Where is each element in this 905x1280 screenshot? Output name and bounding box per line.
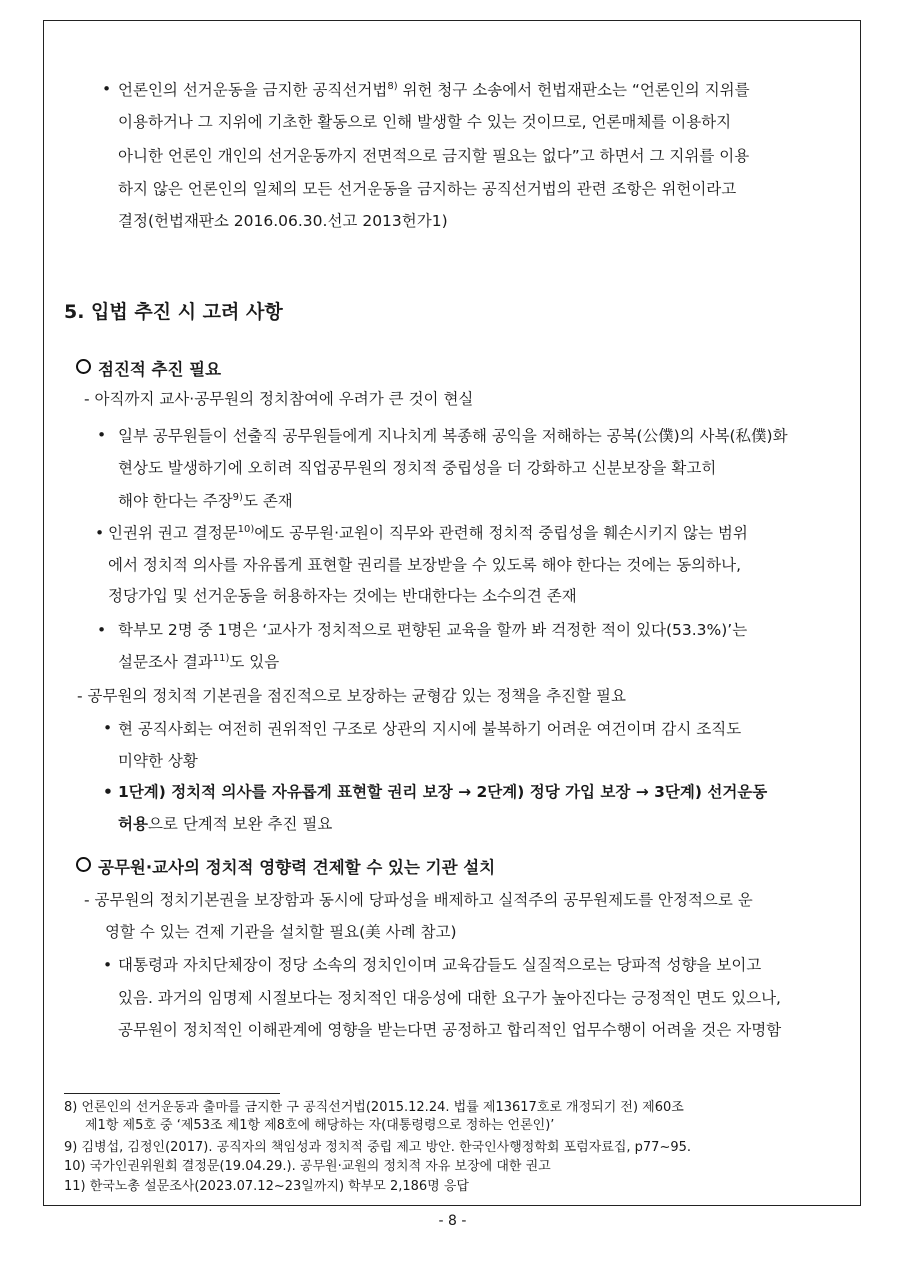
footnote-ref-9[interactable]: 9) — [232, 492, 243, 503]
bullet-2-line-1: 인권위 권고 결정문$^{10)}$에도 공무원·교원이 직무와 관련해 정치적 중립성을 훼손시키지 않는 범위 — [108, 524, 748, 542]
bullet-3-line-2: 설문조사 결과$^{11)}$도 있음 — [118, 653, 280, 671]
bullet-1-line-2: 현상도 발생하기에 오히려 직업공무원의 정치적 중립성을 더 강화하고 신분보장을 확고히 — [118, 459, 717, 477]
top-bullet-line-3: 아니한 언론인 개인의 선거운동까지 전면적으로 금지할 필요는 없다”고 하면서 그 지위를 이용 — [118, 147, 750, 165]
bullet-2-line-2: 에서 정치적 의사를 자유롭게 표현할 권리를 보장받을 수 있도록 해야 한다는 것에는 동의하나, — [108, 556, 742, 574]
bullet-1-line-1: 일부 공무원들이 선출직 공무원들에게 지나치게 복종해 공익을 저해하는 공복(公僕)의 사복(私僕)화 — [118, 427, 788, 445]
dash-item-3-line-1: - 공무원의 정치기본권을 보장함과 동시에 당파성을 배제하고 실적주의 공무원제도를 안정적으로 운 — [84, 891, 753, 909]
top-bullet-line-4: 하지 않은 언론인의 일체의 모든 선거운동을 금지하는 공직선거법의 관련 조항은 위헌이라고 — [118, 180, 737, 198]
dash-item-1: - 아직까지 교사·공무원의 정치참여에 우려가 큰 것이 현실 — [84, 390, 474, 408]
bullet-1-line-3: 해야 한다는 주장$^{9)}$도 존재 — [118, 492, 293, 510]
dash-item-2: - 공무원의 정치적 기본권을 점진적으로 보장하는 균형감 있는 정책을 추진할 필요 — [77, 687, 626, 705]
footnote-ref-11[interactable]: 11) — [212, 653, 230, 664]
footnote-11: 11) 한국노총 설문조사(2023.07.12~23일까지) 학부모 2,186명 응답 — [64, 1179, 469, 1194]
bullet-6-line-3: 공무원이 정치적인 이해관계에 영향을 받는다면 공정하고 합리적인 업무수행이 어려울 것은 자명함 — [118, 1021, 782, 1039]
bullet-marker: • — [97, 621, 107, 639]
bullet-5-line-2: 허용으로 단계적 보완 추진 필요 — [118, 815, 333, 833]
bullet-6-line-2: 있음. 과거의 임명제 시절보다는 정치적인 대응성에 대한 요구가 높아진다는 긍정적인 면도 있으나, — [118, 989, 781, 1007]
bullet-marker: • — [103, 956, 113, 974]
subsection-title-2: 공무원·교사의 정치적 영향력 견제할 수 있는 기관 설치 — [76, 854, 495, 878]
circle-bullet-icon — [76, 857, 91, 872]
bullet-2-line-3: 정당가입 및 선거운동을 허용하자는 것에는 반대한다는 소수의견 존재 — [108, 587, 577, 605]
footnote-8-line-2: 제1항 제5호 중 ‘제53조 제1항 제8호에 해당하는 자(대통령령으로 정하는 언론인)’ — [85, 1118, 555, 1133]
footnote-divider — [64, 1093, 280, 1094]
footnote-10: 10) 국가인권위원회 결정문(19.04.29.). 공무원·교원의 정치적 자유 보장에 대한 권고 — [64, 1159, 551, 1174]
footnote-ref-8[interactable]: 8) — [387, 81, 398, 92]
bullet-5-line-1: 1단계) 정치적 의사를 자유롭게 표현할 권리 보장 → 2단계) 정당 가입 보장 → 3단계) 선거운동 — [118, 783, 768, 801]
bullet-marker: • — [97, 426, 107, 444]
dash-item-3-line-2: 영할 수 있는 견제 기관을 설치할 필요(美 사례 참고) — [105, 923, 457, 941]
footnote-ref-10[interactable]: 10) — [237, 524, 255, 535]
top-bullet-line-5: 결정(헌법재판소 2016.06.30.선고 2013헌가1) — [118, 212, 448, 230]
circle-bullet-icon — [76, 359, 91, 374]
section-title: 5. 입법 추진 시 고려 사항 — [64, 301, 283, 323]
bullet-4-line-1: 현 공직사회는 여전히 권위적인 구조로 상관의 지시에 불복하기 어려운 여건이며 감시 조직도 — [118, 720, 742, 738]
bullet-6-line-1: 대통령과 자치단체장이 정당 소속의 정치인이며 교육감들도 실질적으로는 당파적 성향을 보이고 — [118, 956, 762, 974]
subsection-title-1: 점진적 추진 필요 — [76, 356, 221, 380]
top-bullet-line-2: 이용하거나 그 지위에 기초한 활동으로 인해 발생할 수 있는 것이므로, 언론매체를 이용하지 — [118, 113, 732, 131]
page-number: - 8 - — [438, 1213, 467, 1229]
bullet-marker: • — [102, 80, 112, 98]
bullet-3-line-1: 학부모 2명 중 1명은 ‘교사가 정치적으로 편향된 교육을 할까 봐 걱정한 적이 있다(53.3%)’는 — [118, 621, 748, 639]
footnote-8-line-1: 8) 언론인의 선거운동과 출마를 금지한 구 공직선거법(2015.12.24. 법률 제13617호로 개정되기 전) 제60조 — [64, 1100, 684, 1115]
bullet-marker: • — [95, 524, 105, 542]
bullet-marker: • — [103, 783, 113, 801]
bullet-marker: • — [103, 719, 113, 737]
bullet-4-line-2: 미약한 상황 — [118, 752, 198, 770]
footnote-9: 9) 김병섭, 김정인(2017). 공직자의 책임성과 정치적 중립 제고 방안. 한국인사행정학회 포럼자료집, p77~95. — [64, 1140, 692, 1155]
top-bullet-line-1: 언론인의 선거운동을 금지한 공직선거법$^{8)}$ 위헌 청구 소송에서 헌법재판소는 “언론인의 지위를 — [118, 81, 750, 99]
